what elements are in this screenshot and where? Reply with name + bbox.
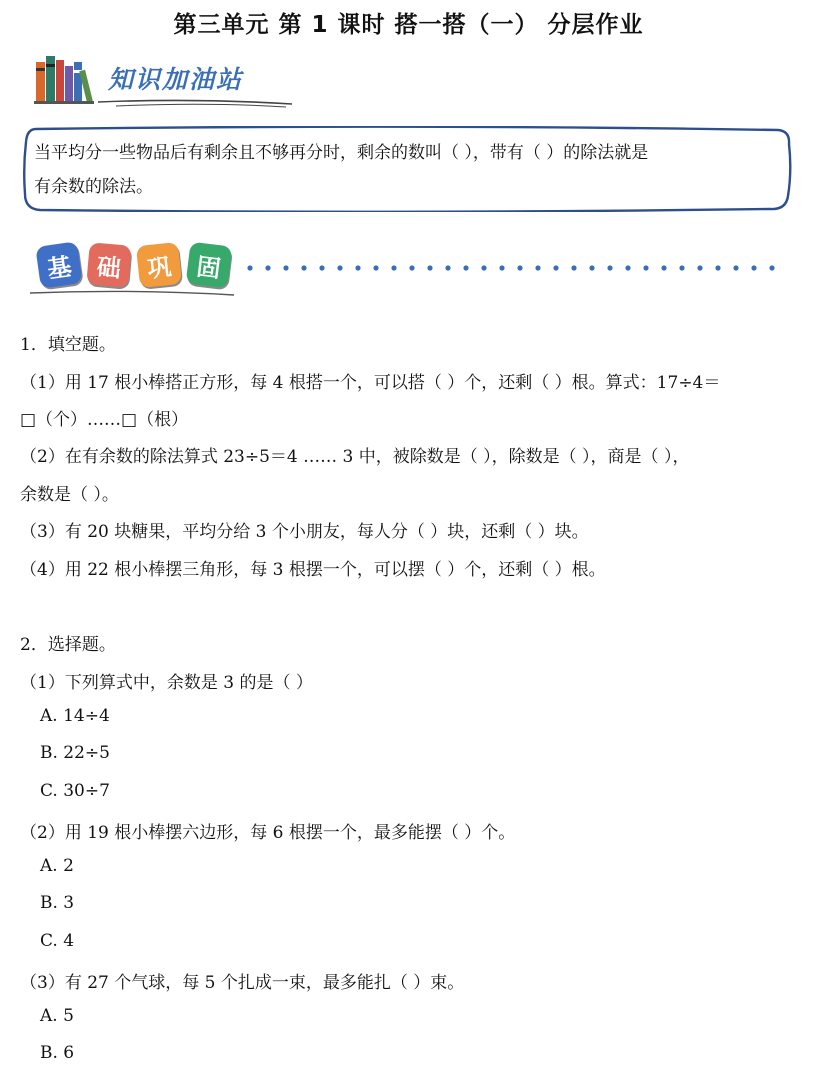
tile-gu: 固: [186, 242, 233, 289]
question-1-title: 1．填空题。: [20, 335, 116, 355]
tile-gong: 巩: [136, 242, 182, 288]
section-title-knowledge: 知识加油站: [108, 65, 244, 94]
q2-sub1-option-c: C. 30÷7: [40, 781, 110, 801]
q1-part1-line2: □（个）……□（根）: [20, 410, 189, 430]
q2-sub2-option-a: A. 2: [40, 856, 74, 876]
q2-sub1: （1）下列算式中，余数是 3 的是（ ）: [20, 673, 313, 693]
q2-sub1-option-b: B. 22÷5: [40, 743, 110, 763]
question-2-title: 2．选择题。: [20, 635, 116, 655]
q1-part2-line1: （2）在有余数的除法算式 23÷5＝4 …… 3 中，被除数是（ ），除数是（ ），商是（ ），: [20, 447, 690, 467]
q2-sub2-option-c: C. 4: [40, 931, 75, 951]
tile-ji: 基: [35, 241, 82, 288]
q2-sub2-option-b: B. 3: [40, 893, 75, 913]
section-header-basics: [24, 240, 794, 300]
tile-chu: 础: [86, 242, 132, 288]
q1-part1-line1: （1）用 17 根小棒搭正方形，每 4 根搭一个，可以搭（ ）个，还剩（ ）根。算式：17÷4＝: [20, 373, 721, 393]
knowledge-box: [22, 126, 792, 212]
section-header-knowledge: [34, 52, 304, 110]
books-icon: [34, 52, 98, 106]
q2-sub2: （2）用 19 根小棒摆六边形，每 6 根摆一个，最多能摆（ ）个。: [20, 823, 516, 843]
q1-part3: （3）有 20 块糖果，平均分给 3 个小朋友，每人分（ ）块，还剩（ ）块。: [20, 522, 589, 542]
q1-part4: （4）用 22 根小棒摆三角形，每 3 根摆一个，可以摆（ ）个，还剩（ ）根。: [20, 560, 606, 580]
q2-sub3: （3）有 27 个气球，每 5 个扎成一束，最多能扎（ ）束。: [20, 973, 465, 993]
q2-sub1-option-a: A. 14÷4: [40, 706, 110, 726]
tiles-underline: [28, 288, 238, 298]
knowledge-text-line2: 有余数的除法。: [34, 177, 153, 197]
page-title: 第三单元 第 1 课时 搭一搭（一） 分层作业: [173, 12, 644, 38]
title-underline: [96, 96, 296, 108]
knowledge-text-line1: 当平均分一些物品后有剩余且不够再分时，剩余的数叫（ ），带有（ ）的除法就是: [34, 143, 649, 163]
q1-part2-line2: 余数是（ ）。: [20, 485, 119, 505]
q2-sub3-option-b: B. 6: [40, 1043, 75, 1063]
q2-sub3-option-a: A. 5: [40, 1006, 74, 1026]
dotted-divider: [246, 264, 786, 272]
